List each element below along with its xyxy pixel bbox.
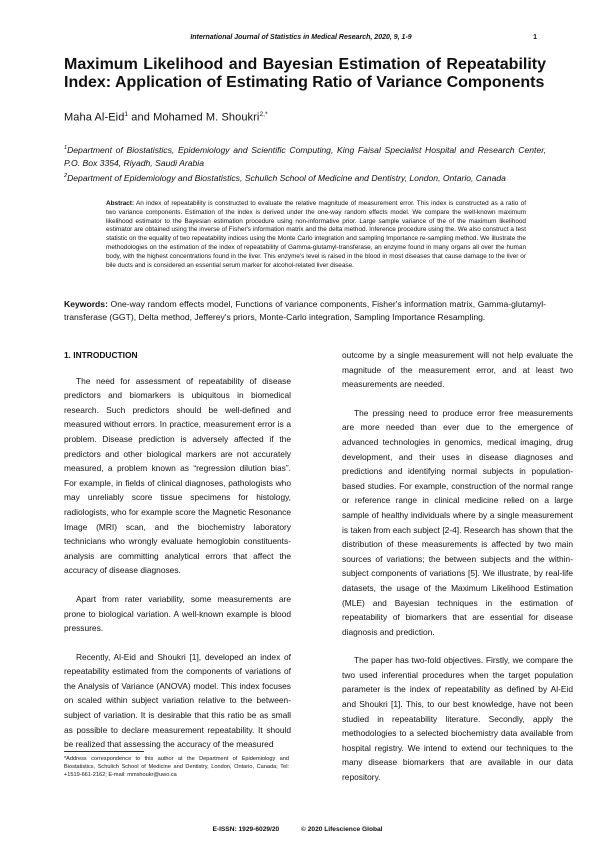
body-paragraph: Recently, Al-Eid and Shoukri [1], developed an index of repeatability estimated from the components of variations of the Analysis of Variance (ANOVA) model. This index focuses on scaled within subject variation relative to the between-subject of variation. It is desirable that this ratio be as small as possible to declare measurement repeatability. It should be realized that assessing the accuracy of the measured [64,651,291,750]
left-column [64,348,291,766]
author-line [64,111,268,124]
author-1: Maha Al-Eid [64,111,125,124]
affiliation-2-text: Department of Epidemiology and Biostatistics, Schulich School of Medicine and Dentistry, London, Ontario, Canada [67,172,506,183]
keywords [64,298,546,323]
keywords-label: Keywords: [64,299,108,309]
footer-issn: E-ISSN: 1929-6029/20 [212,826,280,833]
paper-title: Maximum Likelihood and Bayesian Estimation of Repeatability Index: Application of Estimating Ratio of Variance Components [64,56,546,91]
right-column [342,348,573,799]
abstract [106,200,526,270]
affiliation-2 [64,170,546,185]
abstract-label: Abstract: [106,200,135,207]
footnote-divider [64,751,144,752]
abstract-text: An index of repeatability is constructed to evaluate the relative magnitude of measurement error. This index is constructed as a ratio of two variance components. Estimation of the index is derived under the one-way random effects model. We compare the well-known maximum likelihood estimator to the Bayesian estimation procedure using non-informative prior. Large sample variance of the of the maximum likelihood estimator are obtained using the inverse of Fisher's information matrix and the delta method. Inference procedure using the. We also construct a test statistic on the equality of two repeatability indices using the Monte Carlo integration and sampling Importance re-sampling method. We illustrate the methodologies on the estimation of the index of repeatability of Gamma-glutamyl-transferase, an enzyme found in many organs all over the human body, with the highest concentrations found in the liver. This enzyme's level is raised in the blood in most diseases that cause damage to the liver or bile ducts and is considered an essential serum marker for alcohol-related liver disease. [106,200,526,269]
footer-copyright: © 2020 Lifescience Global [301,826,383,833]
author-2: Mohamed M. Shoukri [153,111,260,124]
body-paragraph: outcome by a single measurement will not help evaluate the magnitude of the measurement error, and at least two measurements are needed. [342,350,573,390]
correspondence-footnote: *Address correspondence to this author at the Department of Epidemiology and Biostatistics, Schulich School of Medicine and Dentistry, London, Ontario, Canada; Tel: +1519-661-2162; E-mail: mmshoukr@uwo.ca [64,756,289,778]
page-footer [0,826,595,833]
affiliation-1-text: Department of Biostatistics, Epidemiology and Scientific Computing, King Faisal Specialist Hospital and Research Center, P.O. Box 3354, Riyadh, Saudi Arabia [64,144,546,168]
author-1-affil-mark: 1 [124,111,129,118]
running-head: International Journal of Statistics in Medical Research, 2020, 9, 1-9 [190,34,412,41]
affiliation-1-mark: 1 [64,145,68,151]
keywords-text: One-way random effects model, Functions of variance components, Fisher's information matrix, Gamma-glutamyl-transferase (GGT), Delta method, Jefferey's priors, Monte-Carlo integration, Sampling Importance Resampling. [64,299,546,322]
affiliation-1 [64,142,546,170]
body-paragraph: Apart from rater variability, some measurements are prone to biological variation. A well-known example is blood pressures. [64,593,291,634]
author-2-affil-mark: 2,* [259,111,268,118]
section-heading: 1. INTRODUCTION [64,350,138,360]
affiliation-2-mark: 2 [64,173,68,179]
page-number: 1 [533,34,537,41]
body-paragraph: The paper has two-fold objectives. Firstly, we compare the two used inferential procedures when the target population parameter is the index of repeatability as defined by Al-Eid and Shoukri [1]. This, to our best knowledge, have not been studied in repeatability literature. Secondly, apply the methodologies to a selected biochemistry data available from hospital registry. We intend to extend our techniques to the many disease biomarkers that are available in our data repository. [342,655,573,783]
author-joiner: and [128,111,154,124]
body-paragraph: The need for assessment of repeatability of disease predictors and biomarkers is ubiquitous in biomedical research. Such predictors should be well-defined and measured without errors. In practice, measurement error is a problem. Disease prediction is adversely affected if the predictors and other biological markers are not accurately measured, a problem known as “regression dilution bias”. For example, in fields of clinical diagnoses, pathologists who may unreliably score tissue specimens for histology, radiologists, who for example score the Magnetic Resonance Image (MRI) scan, and the biochemistry laboratory technicians who wrongly evaluate hemoglobin constituents-analysis are committing analytical errors that affect the accuracy of disease diagnoses. [64,375,291,576]
body-paragraph: The pressing need to produce error free measurements are more needed than ever due to the emergence of advanced technologies in genomics, medical imaging, drug development, and their uses in disease diagnoses and predictions and identifying normal subjects in population-based studies. For example, construction of the normal range or reference range in clinical medicine relied on a large sample of healthy individuals where by a single measurement is taken from each subject [2-4]. Research has shown that the distribution of these measurements is affected by two main sources of variations; the between subjects and the within-subject components of variations [5]. We illustrate, by real-life datasets, the usage of the Maximum Likelihood Estimation (MLE) and Bayesian techniques in the estimation of repeatability of biomarkers that are essential for disease diagnosis and prediction. [342,407,573,637]
